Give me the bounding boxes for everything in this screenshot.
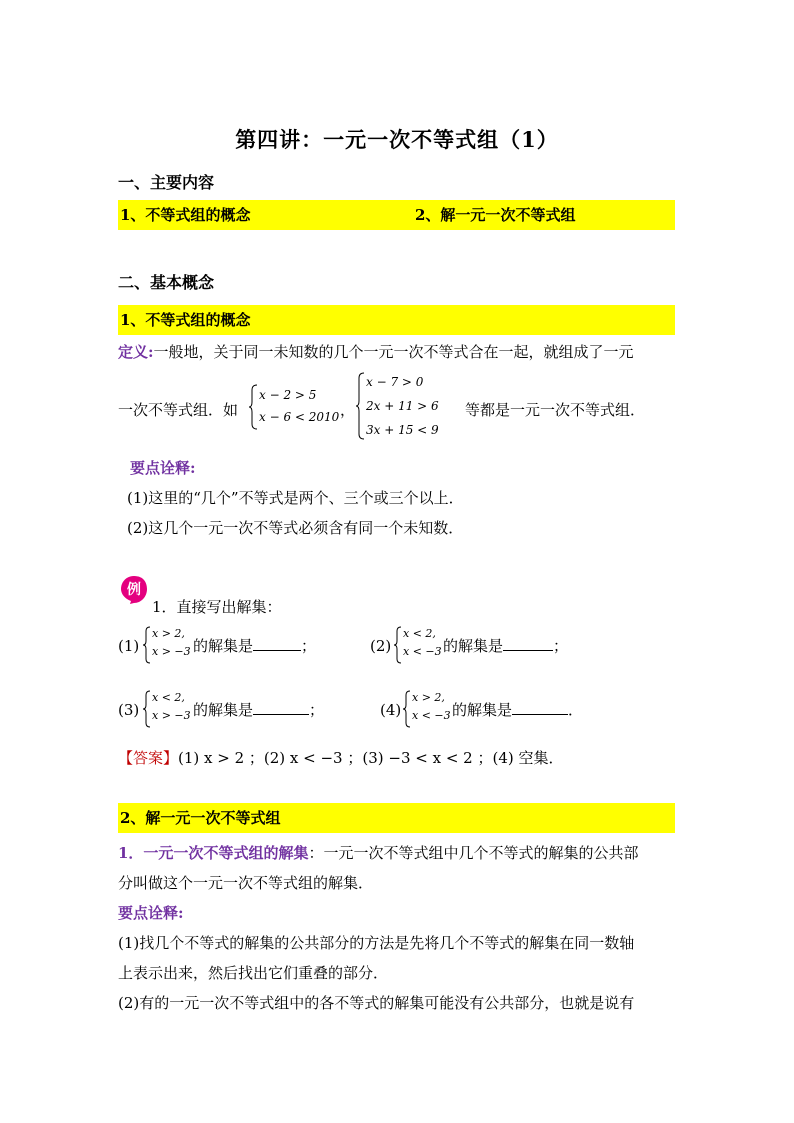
example-1-row-2: x > −3 — [152, 645, 191, 658]
example-3-text — [193, 700, 324, 720]
example-4-label: 的解集是 — [452, 701, 513, 719]
example-3-row-2: x > −3 — [152, 709, 191, 722]
example-4-row-1: x > 2, — [412, 691, 445, 704]
example-1-end: ； — [301, 637, 317, 655]
example-3-number: (3) — [118, 701, 140, 719]
content-item-2: 2、解一元一次不等式组 — [415, 206, 576, 224]
solution-set-line-1 — [118, 843, 638, 863]
answer-blank-1[interactable] — [253, 636, 301, 651]
note-2-label — [118, 903, 184, 923]
system-b-row-3: 3x + 15 < 9 — [366, 423, 439, 437]
inequality-system-b — [356, 371, 446, 441]
example-3-system — [143, 689, 193, 729]
answer-text: (1) x > 2 ；(2) x < −3 ；(3) −3 < x < 2 ；(4) 空集． — [178, 749, 564, 767]
example-1-number: (1) — [118, 637, 140, 655]
definition-comma: ， — [340, 401, 356, 419]
highlight-bar-solve — [118, 803, 675, 833]
definition-line-2-end: 等都是一元一次不等式组． — [465, 401, 646, 419]
example-2-system — [394, 625, 444, 665]
note-2: (2)这几个一元一次不等式必须含有同一个未知数． — [127, 519, 464, 537]
note-label-text: 要点诠释: — [130, 459, 196, 477]
concept-heading: 1、不等式组的概念 — [120, 311, 251, 329]
section-heading-basic-concepts: 二、基本概念 — [118, 273, 215, 292]
note-2-item-1b: 上表示出来，然后找出它们重叠的部分． — [118, 964, 389, 982]
example-2-end: ； — [553, 637, 569, 655]
example-2-label: 的解集是 — [443, 637, 504, 655]
definition-line-1 — [118, 342, 634, 362]
inequality-system-a — [249, 383, 339, 431]
highlight-bar-contents — [118, 200, 675, 230]
answer-blank-3[interactable] — [253, 700, 309, 715]
brace-icon — [143, 690, 151, 728]
brace-icon — [143, 626, 151, 664]
example-2-row-2: x < −3 — [403, 645, 442, 658]
answer-blank-2[interactable] — [503, 636, 553, 651]
system-a-row-2: x − 6 < 2010 — [259, 410, 340, 424]
example-1-system — [143, 625, 193, 665]
definition-line-2-start: 一次不等式组．如 — [118, 401, 239, 419]
answer-label: 【答案】 — [118, 749, 179, 767]
note-1: (1)这里的“几个”不等式是两个、三个或三个以上． — [127, 489, 464, 507]
example-4-number: (4) — [380, 701, 402, 719]
brace-icon — [403, 690, 411, 728]
solution-set-line-2: 分叫做这个一元一次不等式组的解集． — [118, 874, 374, 892]
content-item-1: 1、不等式组的概念 — [120, 206, 251, 224]
example-2-text — [443, 636, 568, 656]
brace-icon — [249, 384, 259, 430]
note-label — [130, 458, 196, 478]
highlight-bar-concept — [118, 305, 675, 335]
example-3-row-1: x < 2, — [152, 691, 185, 704]
solve-heading: 2、解一元一次不等式组 — [120, 809, 281, 827]
system-b-row-2: 2x + 11 > 6 — [366, 399, 439, 413]
note-2-item-2: (2)有的一元一次不等式组中的各不等式的解集可能没有公共部分，也就是说有 — [118, 994, 635, 1012]
example-4-system — [403, 689, 453, 729]
solution-set-label: 1．一元一次不等式组的解集 — [118, 844, 309, 862]
example-4-row-2: x < −3 — [412, 709, 451, 722]
definition-text: 一般地，关于同一未知数的几个一元一次不等式合在一起，就组成了一元 — [153, 343, 634, 361]
example-3-label: 的解集是 — [193, 701, 254, 719]
example-1-row-1: x > 2, — [152, 627, 185, 640]
example-1-label: 的解集是 — [193, 637, 254, 655]
example-4-end: ． — [568, 701, 584, 719]
system-a-row-1: x − 2 > 5 — [259, 388, 317, 402]
example-3-end: ； — [309, 701, 325, 719]
example-2-row-1: x < 2, — [403, 627, 436, 640]
answer-line — [118, 748, 564, 768]
solution-set-text: ：一元一次不等式组中几个不等式的解集的公共部 — [308, 844, 639, 862]
example-question: 1．直接写出解集： — [152, 598, 282, 616]
note-2-label-text: 要点诠释: — [118, 904, 184, 922]
system-b-row-1: x − 7 > 0 — [366, 375, 424, 389]
page-title: 第四讲：一元一次不等式组（1） — [235, 127, 559, 152]
brace-icon — [394, 626, 402, 664]
definition-label: 定义: — [118, 343, 154, 361]
example-1-text — [193, 636, 316, 656]
answer-blank-4[interactable] — [512, 700, 568, 715]
brace-icon — [356, 372, 366, 440]
example-badge-icon — [120, 575, 148, 605]
note-2-item-1a: (1)找几个不等式的解集的公共部分的方法是先将几个不等式的解集在同一数轴 — [118, 934, 635, 952]
example-2-number: (2) — [370, 637, 392, 655]
example-badge-text: 例 — [127, 582, 141, 598]
section-heading-main-content: 一、主要内容 — [118, 173, 215, 192]
example-4-text — [452, 700, 583, 720]
